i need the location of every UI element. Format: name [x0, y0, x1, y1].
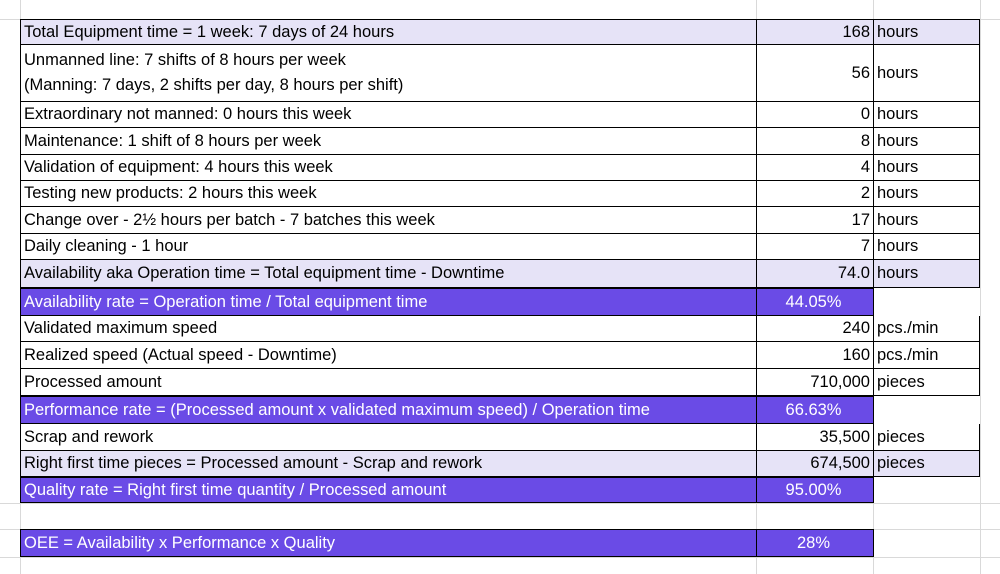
sheet-row	[0, 260, 1000, 288]
row-label-cell[interactable]: Quality rate = Right first time quantity / Processed amount	[20, 477, 756, 503]
row-label-cell[interactable]: Scrap and rework	[20, 424, 756, 451]
sheet-row	[0, 342, 1000, 369]
row-value-cell[interactable]: 7	[756, 234, 873, 260]
row-unit-cell[interactable]: hours	[873, 102, 980, 128]
row-unit-cell[interactable]: hours	[873, 234, 980, 260]
sheet-row	[0, 396, 1000, 424]
row-value-cell[interactable]: 8	[756, 128, 873, 155]
row-value-cell[interactable]: 0	[756, 102, 873, 128]
row-value-cell[interactable]: 95.00%	[756, 477, 873, 503]
sheet-row	[0, 181, 1000, 207]
sheet-row	[0, 369, 1000, 396]
row-value-cell[interactable]: 710,000	[756, 369, 873, 396]
sheet-row	[0, 288, 1000, 316]
row-unit-cell[interactable]	[873, 477, 980, 503]
row-label-cell[interactable]: Extraordinary not manned: 0 hours this week	[20, 102, 756, 128]
sheet-row	[0, 424, 1000, 451]
sheet-row	[0, 477, 1000, 503]
row-label-cell[interactable]: Daily cleaning - 1 hour	[20, 234, 756, 260]
row-unit-cell[interactable]: hours	[873, 207, 980, 234]
row-value-cell[interactable]: 35,500	[756, 424, 873, 451]
row-unit-cell[interactable]	[873, 396, 980, 424]
row-unit-cell[interactable]: pieces	[873, 424, 980, 451]
row-unit-cell[interactable]: hours	[873, 128, 980, 155]
row-value-cell[interactable]: 2	[756, 181, 873, 207]
gridline	[0, 557, 1000, 558]
sheet-row	[0, 451, 1000, 477]
row-label-cell[interactable]: Validated maximum speed	[20, 316, 756, 342]
row-label-cell[interactable]: Performance rate = (Processed amount x validated maximum speed) / Operation time	[20, 396, 756, 424]
row-label-cell[interactable]: Maintenance: 1 shift of 8 hours per week	[20, 128, 756, 155]
gridline	[0, 503, 1000, 504]
row-label-cell[interactable]: Right first time pieces = Processed amount - Scrap and rework	[20, 451, 756, 477]
sheet-row	[0, 207, 1000, 234]
row-label-cell[interactable]: Validation of equipment: 4 hours this week	[20, 155, 756, 181]
row-value-cell[interactable]: 240	[756, 316, 873, 342]
row-value-cell[interactable]: 74.0	[756, 260, 873, 288]
row-label-cell[interactable]: Availability aka Operation time = Total equipment time - Downtime	[20, 260, 756, 288]
sheet-row	[0, 128, 1000, 155]
row-label-cell[interactable]: OEE = Availability x Performance x Quality	[20, 529, 756, 557]
sheet-row	[0, 155, 1000, 181]
row-value-cell[interactable]: 56	[756, 45, 873, 102]
row-label-cell[interactable]: Processed amount	[20, 369, 756, 396]
row-value-cell[interactable]: 4	[756, 155, 873, 181]
sheet-row	[0, 102, 1000, 128]
row-label-cell[interactable]: Total Equipment time = 1 week: 7 days of 24 hours	[20, 19, 756, 45]
sheet-row	[0, 529, 1000, 557]
row-value-cell[interactable]: 160	[756, 342, 873, 369]
row-unit-cell[interactable]: pieces	[873, 451, 980, 477]
row-label-cell[interactable]: Availability rate = Operation time / Total equipment time	[20, 288, 756, 316]
row-value-cell[interactable]: 28%	[756, 529, 873, 557]
row-value-cell[interactable]: 44.05%	[756, 288, 873, 316]
row-value-cell[interactable]: 674,500	[756, 451, 873, 477]
row-label-cell[interactable]: Change over - 2½ hours per batch - 7 batches this week	[20, 207, 756, 234]
row-label-line: Unmanned line: 7 shifts of 8 hours per week	[24, 51, 346, 69]
row-unit-cell[interactable]: hours	[873, 19, 980, 45]
row-value-cell[interactable]: 66.63%	[756, 396, 873, 424]
sheet-row	[0, 45, 1000, 102]
sheet-row	[0, 234, 1000, 260]
row-unit-cell[interactable]: hours	[873, 181, 980, 207]
row-unit-cell[interactable]: pcs./min	[873, 316, 980, 342]
row-unit-cell[interactable]	[873, 529, 980, 557]
row-value-cell[interactable]: 17	[756, 207, 873, 234]
row-label-cell[interactable]	[20, 45, 756, 102]
row-unit-cell[interactable]: hours	[873, 155, 980, 181]
row-unit-cell[interactable]: pieces	[873, 369, 980, 396]
row-label-line: (Manning: 7 days, 2 shifts per day, 8 hours per shift)	[24, 76, 404, 94]
row-unit-cell[interactable]	[873, 288, 980, 316]
row-unit-cell[interactable]: hours	[873, 260, 980, 288]
sheet-row	[0, 316, 1000, 342]
row-label-cell[interactable]: Realized speed (Actual speed - Downtime)	[20, 342, 756, 369]
row-unit-cell[interactable]: hours	[873, 45, 980, 102]
sheet-row	[0, 19, 1000, 45]
row-unit-cell[interactable]: pcs./min	[873, 342, 980, 369]
row-value-cell[interactable]: 168	[756, 19, 873, 45]
row-label-cell[interactable]: Testing new products: 2 hours this week	[20, 181, 756, 207]
